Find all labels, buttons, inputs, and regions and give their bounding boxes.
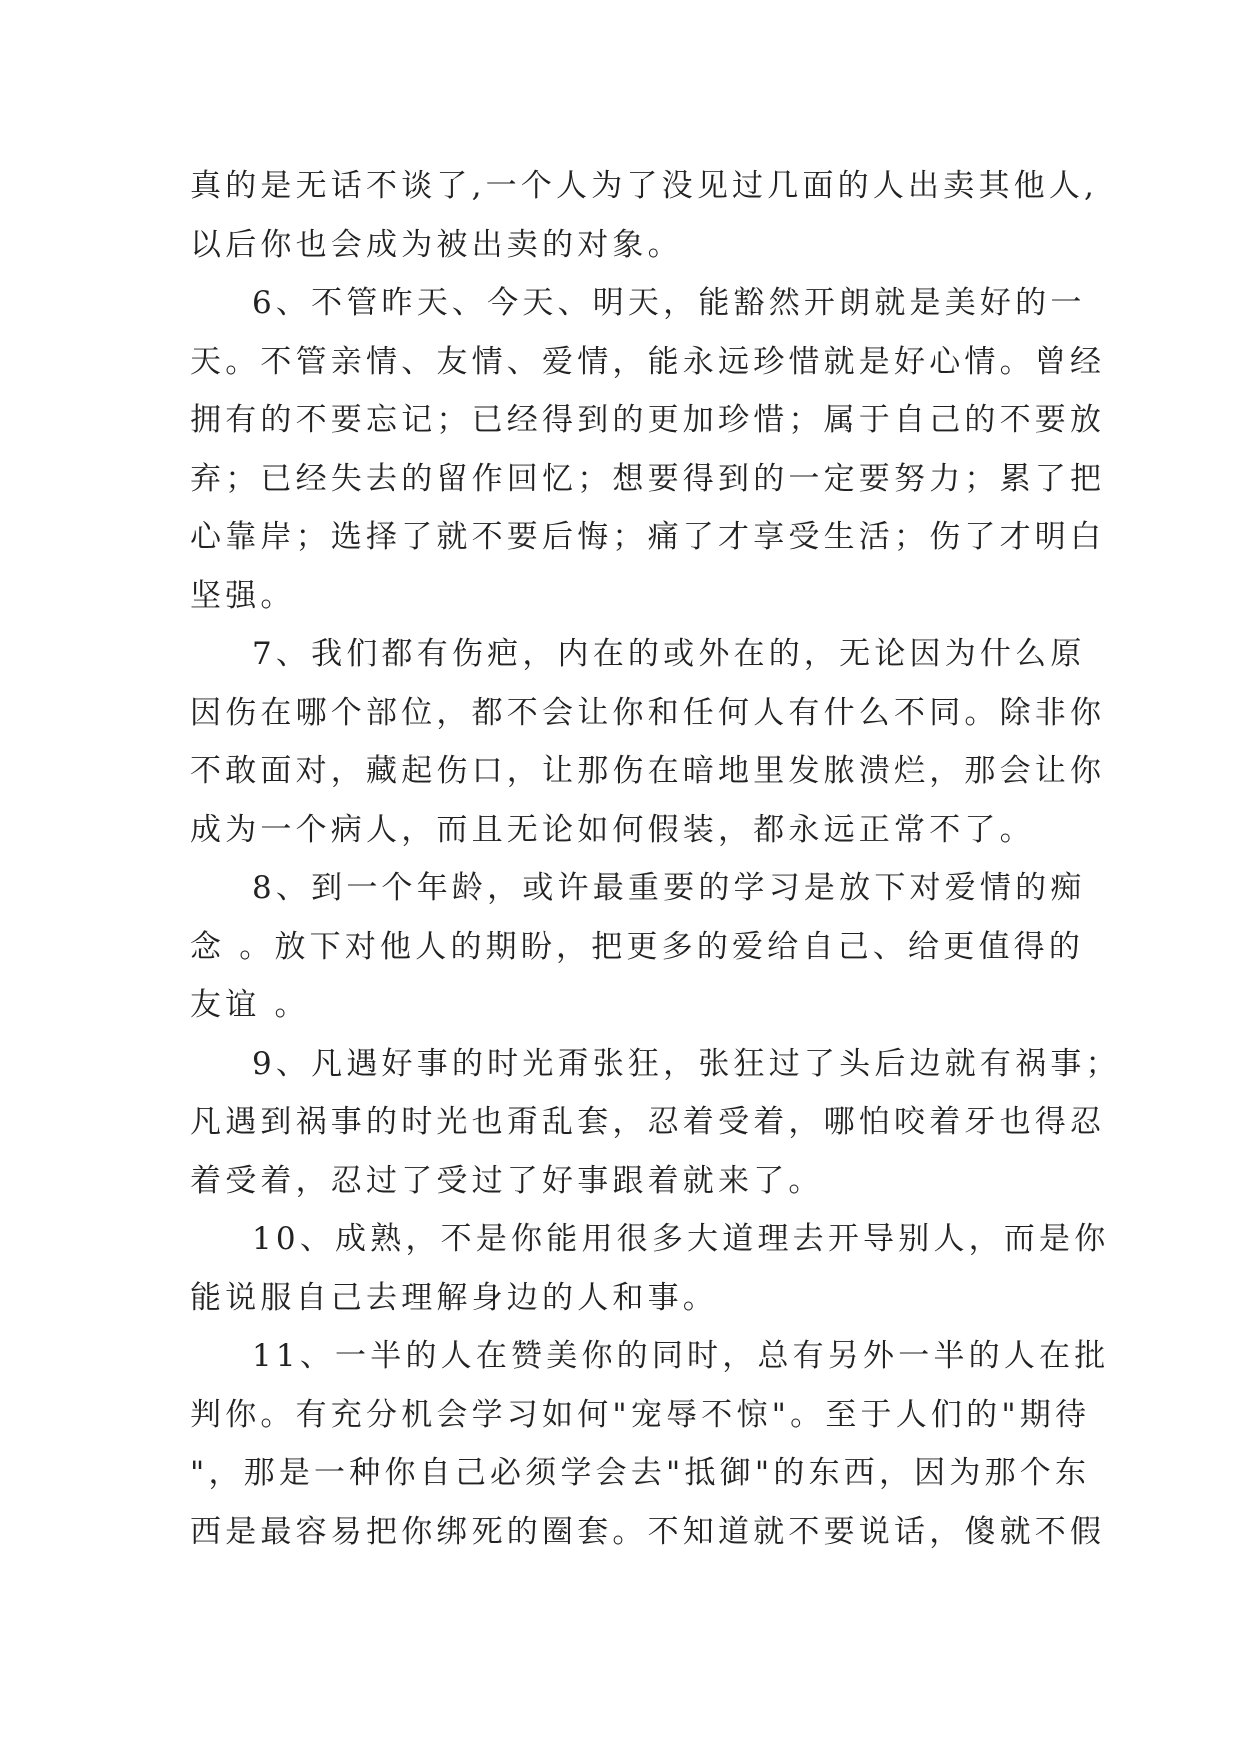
text-line: 坚强。: [190, 577, 296, 614]
text-line: 9、凡遇好事的时光甭张狂，张狂过了头后边就有祸事；: [252, 1045, 1121, 1082]
paragraph-9: [190, 1035, 1121, 1211]
text-line: "，那是一种你自己必须学会去"抵御"的东西，因为那个东: [190, 1455, 1091, 1491]
text-line: 10、成熟，不是你能用很多大道理去开导别人，而是你: [252, 1221, 1110, 1257]
text-line: 真的是无话不谈了,一个人为了没见过几面的人出卖其他人,: [190, 168, 1099, 204]
text-line: 念 。放下对他人的期盼，把更多的爱给自己、给更值得的: [190, 928, 1085, 965]
text-line: 成为一个病人，而且无论如何假装，都永远正常不了。: [190, 811, 1035, 848]
text-line: 以后你也会成为被出卖的对象。: [190, 226, 683, 263]
body-text: [190, 157, 1121, 1561]
text-line: 弃；已经失去的留作回忆；想要得到的一定要努力；累了把: [190, 460, 1106, 497]
text-line: 西是最容易把你绑死的圈套。不知道就不要说话，傻就不假: [190, 1513, 1106, 1550]
text-line: 判你。有充分机会学习如何"宠辱不惊"。至于人们的"期待: [190, 1396, 1091, 1433]
paragraph-7: [190, 625, 1106, 859]
paragraph-11: [190, 1327, 1110, 1561]
text-line: 6、不管昨天、今天、明天，能豁然开朗就是美好的一: [252, 285, 1086, 321]
text-line: 拥有的不要忘记；已经得到的更加珍惜；属于自己的不要放: [190, 402, 1106, 438]
paragraph-10: [190, 1210, 1110, 1327]
text-line: 天。不管亲情、友情、爱情，能永远珍惜就是好心情。曾经: [190, 343, 1106, 380]
text-line: 不敢面对，藏起伤口，让那伤在暗地里发脓溃烂，那会让你: [190, 753, 1106, 789]
paragraph-5-continuation: [190, 157, 1099, 274]
text-line: 凡遇到祸事的时光也甭乱套，忍着受着，哪怕咬着牙也得忍: [190, 1104, 1106, 1140]
text-line: 心靠岸；选择了就不要后悔；痛了才享受生活；伤了才明白: [190, 519, 1106, 555]
paragraph-8: [190, 859, 1086, 1035]
text-line: 友谊 。: [190, 987, 310, 1023]
text-line: 7、我们都有伤疤，内在的或外在的，无论因为什么原: [252, 636, 1086, 672]
text-line: 11、一半的人在赞美你的同时，总有另外一半的人在批: [252, 1338, 1110, 1374]
paragraph-6: [190, 274, 1106, 625]
text-line: 因伤在哪个部位，都不会让你和任何人有什么不同。除非你: [190, 694, 1106, 731]
text-line: 着受着，忍过了受过了好事跟着就来了。: [190, 1162, 824, 1199]
text-line: 8、到一个年龄，或许最重要的学习是放下对爱情的痴: [252, 870, 1086, 906]
text-line: 能说服自己去理解身边的人和事。: [190, 1279, 718, 1316]
